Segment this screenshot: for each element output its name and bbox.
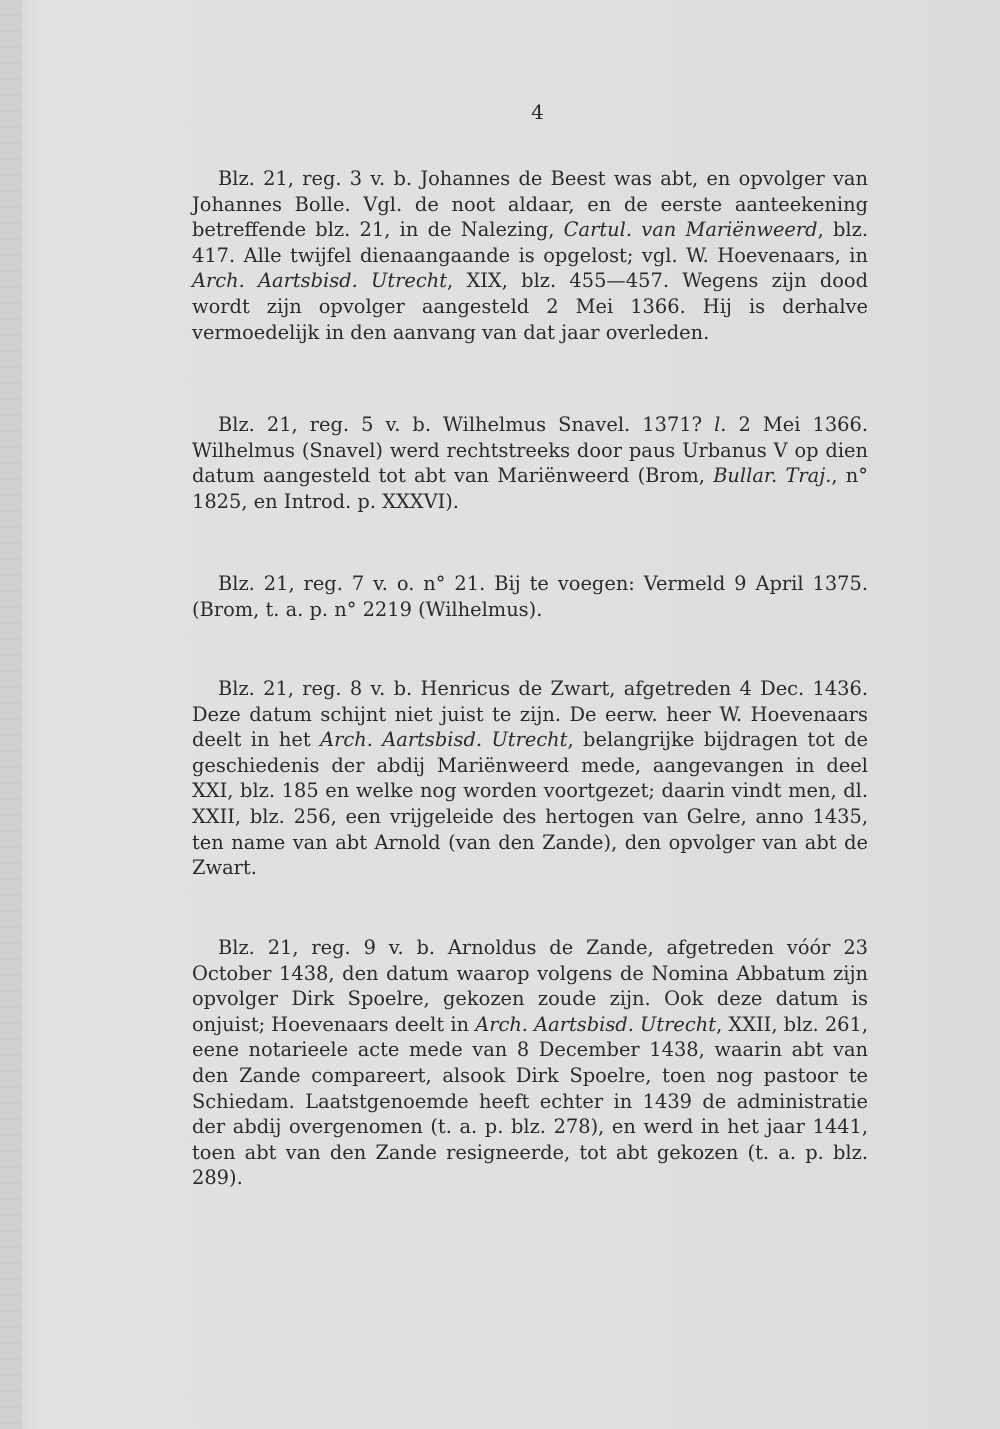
text-run: Blz. 21, reg. 5 v. b. Wilhelmus Snavel. 1371? — [218, 413, 715, 436]
paragraph-text — [192, 412, 868, 514]
paragraph-text — [192, 166, 868, 345]
text-run: 2 Mei 1366. Wilhelmus (Snavel) werd rechtstreeks door paus Urbanus V op dien datum aangesteld tot abt van Mariënweerd (Brom, — [192, 413, 868, 488]
paragraph-text — [192, 935, 868, 1191]
text-run: , n° 1825, en Introd. p. XXXVI). — [192, 464, 868, 513]
text-run: , belangrijke bijdragen tot de geschiedenis der abdij Mariënweerd mede, aangevangen in deel XXI, blz. 185 en welke nog worden voortgezet; daarin vindt men, dl. XXII, blz. 256, een vrijgeleide des hertogen van Gelre, anno 1435, ten name van abt Arnold (van den Zande), den opvolger van abt de Zwart. — [192, 728, 868, 880]
italic-abbrev: l. — [714, 413, 727, 436]
text-run: Blz. 21, reg. 7 v. o. n° 21. Bij te voegen: Vermeld 9 April 1375. (Brom, t. a. p. n° 2219 (Wilhelmus). — [192, 572, 868, 621]
page-binding-edge — [0, 0, 22, 1429]
paragraph-blz21-reg3 — [192, 166, 868, 345]
paragraph-blz21-reg5 — [192, 412, 868, 514]
paragraph-blz21-reg8 — [192, 676, 868, 881]
text-run: , blz. 417. Alle twijfel dienaangaande is opgelost; vgl. W. Hoevenaars, in — [192, 218, 868, 267]
italic-title: Arch. Aartsbisd. Utrecht — [475, 1012, 717, 1036]
paragraph-blz21-reg7 — [192, 571, 868, 622]
text-run: Blz. 21, reg. 3 v. b. Johannes de Beest was abt, en opvolger van Johannes Bolle. Vgl. de noot aldaar, en de eerste aanteekening betreffende blz. 21, in de Nalezing, — [192, 167, 868, 242]
italic-title: Cartul. van Mariënweerd — [563, 218, 818, 242]
italic-title: Bullar. Traj. — [713, 464, 832, 488]
text-run: Blz. 21, reg. 8 v. b. Henricus de Zwart, afgetreden 4 Dec. 1436. Deze datum schijnt niet juist te zijn. De eerw. heer W. Hoevenaars deelt in het — [192, 677, 868, 752]
page-number: 4 — [531, 100, 544, 124]
text-run: , XIX, blz. 455—457. Wegens zijn dood wordt zijn opvolger aangesteld 2 Mei 1366. Hij is derhalve vermoedelijk in den aanvang van dat jaar overleden. — [192, 269, 868, 344]
paragraph-blz21-reg9 — [192, 935, 868, 1191]
paragraph-text — [192, 676, 868, 881]
paragraph-text — [192, 571, 868, 622]
text-run: Blz. 21, reg. 9 v. b. Arnoldus de Zande, afgetreden vóór 23 October 1438, den datum waarop volgens de Nomina Abbatum zijn opvolger Dirk Spoelre, gekozen zoude zijn. Ook deze datum is onjuist; Hoevenaars deelt in — [192, 936, 868, 1036]
italic-title: Arch. Aartsbisd. Utrecht — [192, 269, 448, 293]
italic-title: Arch. Aartsbisd. Utrecht — [320, 728, 568, 752]
text-run: , XXII, blz. 261, eene notarieele acte mede van 8 December 1438, waarin abt van den Zande compareert, alsook Dirk Spoelre, toen nog pastoor te Schiedam. Laatstgenoemde heeft echter in 1439 de administratie der abdij overgenomen (t. a. p. blz. 278), en werd in het jaar 1441, toen abt van den Zande resigneerde, tot abt gekozen (t. a. p. blz. 289). — [192, 1012, 868, 1190]
